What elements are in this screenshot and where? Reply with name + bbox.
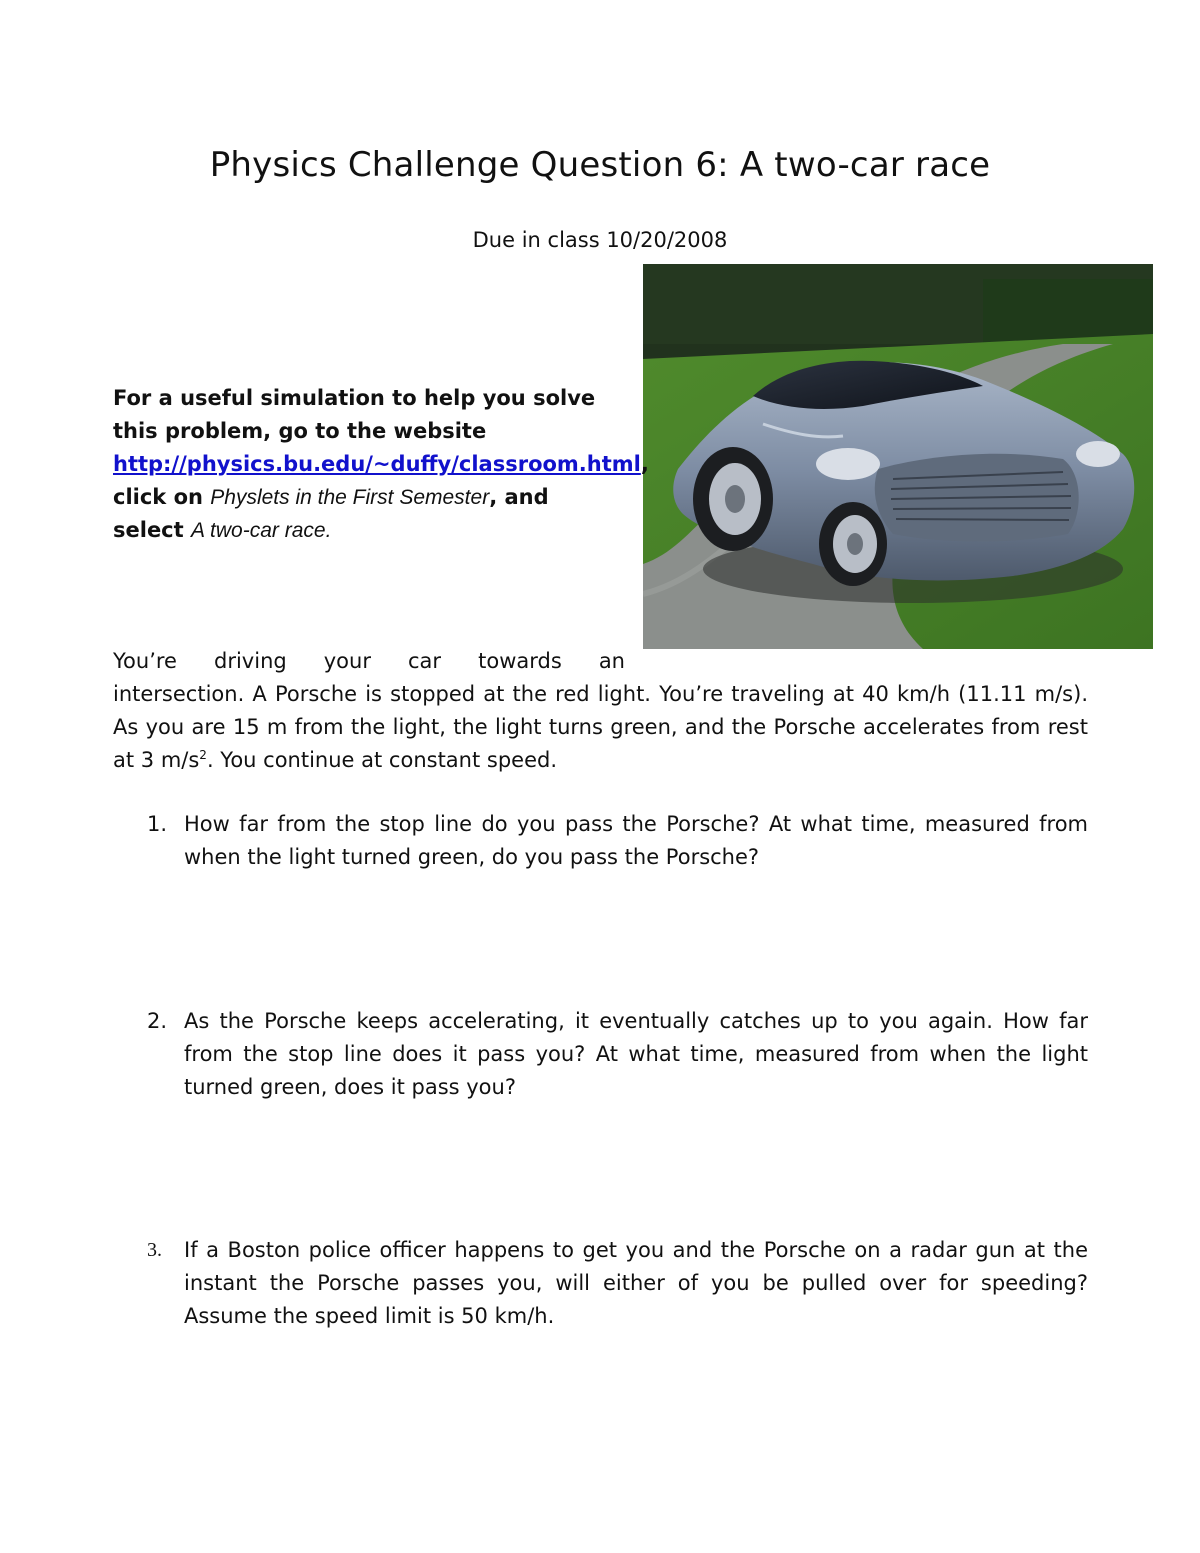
intro-click-on: click on [113,485,203,509]
question-text: If a Boston police officer happens to get you and the Porsche on a radar gun at the instant the Porsche passes you, will either of you be pulled over for speeding? Assume the speed limit is 50 km/h. [184,1238,1088,1328]
physlets-title: Physlets in the First Semester [210,486,490,509]
question-number: 2. [147,1009,168,1033]
intro-and: , and [489,485,549,509]
question-number: 1. [147,812,168,836]
question-number: 3. [147,1239,162,1261]
race-title: A two-car race. [190,519,332,542]
simulation-link[interactable]: http://physics.bu.edu/~duffy/classroom.html [113,452,641,476]
due-date: Due in class 10/20/2008 [472,228,728,252]
sports-car-photo [640,264,1153,649]
intro-text [113,382,649,547]
question-1 [113,808,1088,874]
intro-comma: , [640,452,649,476]
superscript: 2 [199,748,207,762]
problem-paragraph [113,678,1088,777]
intro-select: select [113,518,184,542]
problem-line-1: You’re driving your car towards an [113,649,625,673]
question-3 [113,1234,1088,1333]
problem-end: . You continue at constant speed. [206,748,558,772]
page-title: Physics Challenge Question 6: A two-car race [209,145,991,185]
problem-text: intersection. A Porsche is stopped at the red light. You’re traveling at 40 km/h (11.11 m/s). As you are 15 m from the light, the light turns green, and the Porsche accelerates from rest at 3 m/s [113,682,1088,772]
question-text: As the Porsche keeps accelerating, it eventually catches up to you again. How far from the stop line does it pass you? At what time, measured from when the light turned green, does it pass you? [184,1009,1088,1099]
question-2 [113,1005,1088,1104]
intro-line: For a useful simulation to help you solve this problem, go to the website [113,386,596,443]
question-text: How far from the stop line do you pass the Porsche? At what time, measured from when the light turned green, do you pass the Porsche? [184,812,1088,869]
